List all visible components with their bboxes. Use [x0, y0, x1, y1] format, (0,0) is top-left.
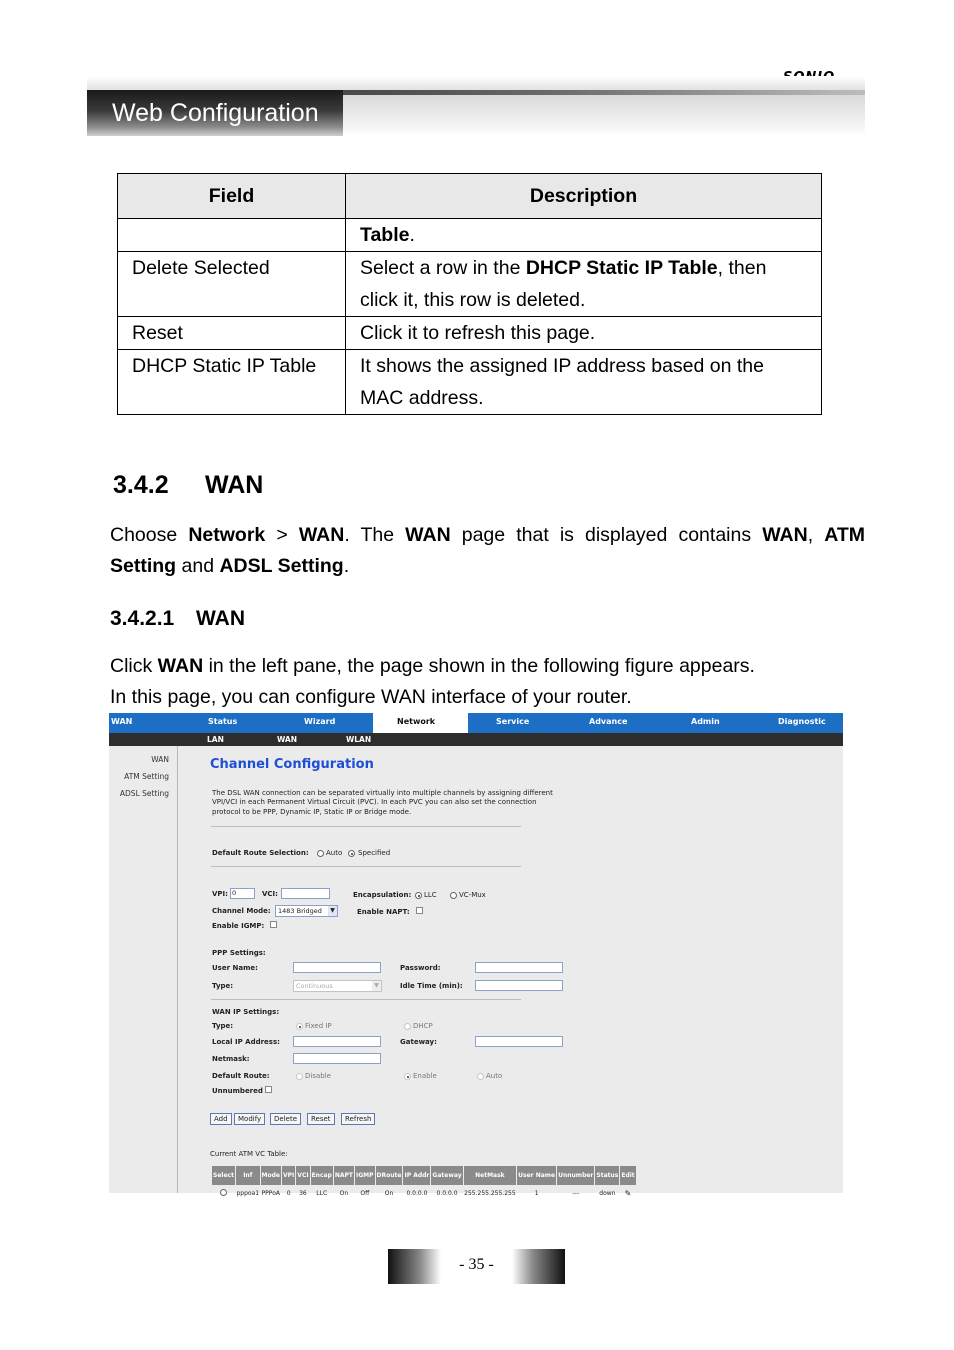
encap-llc-radio[interactable] — [415, 892, 422, 899]
table-row — [118, 350, 822, 415]
route-enable-label: Enable — [413, 1072, 437, 1080]
section-heading: 3.4.2 WAN — [113, 471, 264, 499]
default-route-specified-label: Specified — [358, 849, 391, 857]
add-button[interactable]: Add — [210, 1113, 232, 1125]
vc-column-header: IGMP — [355, 1166, 376, 1186]
ppp-type-select[interactable]: Continuous ▼ — [293, 980, 382, 992]
vc-column-header: Unnumber — [557, 1166, 595, 1186]
enable-igmp-checkbox[interactable] — [270, 921, 277, 928]
chevron-down-icon: ▼ — [328, 906, 337, 916]
wanip-settings-heading: WAN IP Settings: — [212, 1008, 280, 1016]
ppp-idle-time-label: Idle Time (min): — [400, 982, 463, 990]
vc-column-header: VCI — [296, 1166, 310, 1186]
subnav-lan[interactable]: LAN — [207, 735, 224, 744]
vc-cell: PPPoA — [261, 1190, 280, 1198]
unnumbered-checkbox[interactable] — [265, 1086, 272, 1093]
left-menu-wan[interactable]: WAN — [151, 755, 169, 764]
nav-tab-status[interactable]: Status — [208, 717, 238, 726]
vc-column-header: Mode — [260, 1166, 281, 1186]
section-header-title: Web Configuration — [112, 99, 319, 127]
chevron-down-icon: ▼ — [372, 981, 381, 991]
vc-table-header — [212, 1166, 637, 1186]
vci-label: VCI: — [262, 890, 278, 898]
router-content — [179, 746, 843, 1199]
description-cell: Table. — [346, 219, 822, 252]
route-auto-label: Auto — [486, 1072, 503, 1080]
vc-column-header: Encap — [310, 1166, 333, 1186]
netmask-input[interactable] — [293, 1053, 381, 1064]
enable-napt-checkbox[interactable] — [416, 907, 423, 914]
vc-cell: 1 — [534, 1190, 539, 1198]
left-menu-atm-setting[interactable]: ATM Setting — [124, 772, 169, 781]
subnav-wan[interactable]: WAN — [277, 735, 298, 744]
encap-vcmux-label: VC-Mux — [459, 891, 486, 899]
vpi-input[interactable]: 0 — [230, 888, 255, 899]
vc-column-header: NetMask — [463, 1166, 517, 1186]
table-row — [118, 252, 822, 317]
default-route-auto-label: Auto — [326, 849, 343, 857]
field-cell: DHCP Static IP Table — [118, 350, 346, 415]
route-auto-radio[interactable] — [477, 1073, 484, 1080]
vc-cell: down — [599, 1190, 616, 1198]
ppp-password-input[interactable] — [475, 962, 563, 973]
left-menu-adsl-setting[interactable]: ADSL Setting — [119, 789, 169, 798]
section-intro-line2: Setting and ADSL Setting. — [110, 555, 350, 577]
default-route-label: Default Route Selection: — [212, 849, 309, 857]
router-screenshot — [109, 713, 843, 1199]
vpi-label: VPI: — [212, 890, 228, 898]
description-cell: Select a row in the DHCP Static IP Table, then click it, this row is deleted. — [346, 252, 822, 317]
vc-select-radio[interactable] — [220, 1189, 227, 1196]
nav-tab-advance[interactable]: Advance — [589, 717, 628, 726]
router-left-menu — [109, 746, 178, 1193]
vc-select-cell — [212, 1186, 236, 1202]
vc-cell: 0.0.0.0 — [406, 1190, 428, 1198]
enable-igmp-label: Enable IGMP: — [212, 922, 265, 930]
default-route-specified-radio[interactable] — [348, 850, 355, 857]
channel-mode-label: Channel Mode: — [212, 907, 271, 915]
vc-cell: On — [384, 1190, 394, 1198]
vc-column-header: NAPT — [333, 1166, 354, 1186]
vc-cell: 0 — [286, 1190, 291, 1198]
ppp-username-label: User Name: — [212, 964, 258, 972]
nav-tab-admin[interactable]: Admin — [691, 717, 720, 726]
vci-input[interactable] — [281, 888, 330, 899]
ppp-idle-time-input[interactable] — [475, 980, 563, 991]
description-text: The DSL WAN connection can be separated virtually into multiple channels by assigning different — [212, 789, 553, 797]
wanip-fixed-radio[interactable] — [296, 1023, 303, 1030]
vc-column-header: Inf — [235, 1166, 260, 1186]
delete-button[interactable]: Delete — [270, 1113, 301, 1125]
default-route-auto-radio[interactable] — [317, 850, 324, 857]
encap-llc-label: LLC — [424, 891, 437, 899]
vc-column-header: Status — [595, 1166, 620, 1186]
wanip-fixed-label: Fixed IP — [305, 1022, 332, 1030]
route-disable-radio[interactable] — [296, 1073, 303, 1080]
vc-edit-cell — [620, 1186, 636, 1202]
ppp-type-label: Type: — [212, 982, 234, 990]
encapsulation-label: Encapsulation: — [353, 891, 412, 899]
nav-tab-diagnostic[interactable]: Diagnostic — [778, 717, 826, 726]
vc-table-caption: Current ATM VC Table: — [210, 1150, 288, 1158]
wanip-default-route-label: Default Route: — [212, 1072, 270, 1080]
nav-tab-network[interactable]: Network — [397, 717, 436, 726]
gateway-input[interactable] — [475, 1036, 563, 1047]
field-cell: Reset — [118, 317, 346, 350]
subsection-heading: 3.4.2.1 WAN — [110, 607, 245, 630]
vc-column-header: User Name — [517, 1166, 557, 1186]
vc-cell: Off — [360, 1190, 370, 1198]
subsection-line1: Click WAN in the left pane, the page shown in the following figure appears. — [110, 655, 755, 677]
vc-column-header: DRoute — [375, 1166, 403, 1186]
vc-cell: pppoa1 — [236, 1190, 260, 1198]
vc-column-header: VPI — [282, 1166, 296, 1186]
table-header-row — [118, 174, 822, 219]
modify-button[interactable]: Modify — [234, 1113, 265, 1125]
route-enable-radio[interactable] — [404, 1073, 411, 1080]
vc-cell: 255.255.255.255 — [464, 1190, 516, 1198]
field-cell — [118, 219, 346, 252]
column-header: Description — [346, 174, 822, 219]
section-header-tab — [87, 90, 343, 136]
column-header: Field — [118, 174, 346, 219]
encap-vcmux-radio[interactable] — [450, 892, 457, 899]
page-number: - 35 - — [459, 1256, 494, 1273]
wanip-dhcp-label: DHCP — [413, 1022, 433, 1030]
page-footer — [388, 1249, 565, 1284]
ppp-settings-heading: PPP Settings: — [212, 949, 266, 957]
vc-cell: 36 — [299, 1190, 307, 1198]
section-intro-line1: Choose Network > WAN. The WAN page that is displayed contains WAN, ATM — [110, 524, 865, 546]
subnav-wlan[interactable]: WLAN — [346, 735, 372, 744]
vc-cell: 0.0.0.0 — [436, 1190, 458, 1198]
nav-wan-label: WAN — [111, 717, 133, 726]
vc-column-header: Select — [212, 1166, 236, 1186]
ppp-username-input[interactable] — [293, 962, 381, 973]
vc-cell: On — [339, 1190, 349, 1198]
router-sub-nav — [109, 733, 843, 746]
vc-column-header: IP Addr — [403, 1166, 431, 1186]
local-ip-input[interactable] — [293, 1036, 381, 1047]
description-cell: It shows the assigned IP address based on the MAC address. — [346, 350, 822, 415]
netmask-label: Netmask: — [212, 1055, 250, 1063]
vc-cell: --- — [572, 1190, 579, 1198]
channel-mode-select[interactable]: 1483 Bridged ▼ — [275, 905, 338, 917]
description-text: protocol to be PPP, Dynamic IP, Static IP or Bridge mode. — [212, 808, 412, 816]
subsection-line2: In this page, you can configure WAN interface of your router. — [110, 686, 632, 708]
enable-napt-label: Enable NAPT: — [357, 908, 410, 916]
description-cell: Click it to refresh this page. — [346, 317, 822, 350]
field-cell: Delete Selected — [118, 252, 346, 317]
wanip-type-label: Type: — [212, 1022, 234, 1030]
route-disable-label: Disable — [305, 1072, 331, 1080]
nav-tab-service[interactable]: Service — [496, 717, 530, 726]
table-row — [212, 1186, 637, 1202]
channel-config-title: Channel Configuration — [210, 757, 374, 772]
table-row — [118, 219, 822, 252]
reset-button[interactable]: Reset — [307, 1113, 335, 1125]
unnumbered-label: Unnumbered — [212, 1087, 263, 1095]
ppp-password-label: Password: — [400, 964, 441, 972]
edit-icon[interactable]: ✎ — [624, 1189, 632, 1199]
field-description-table — [117, 173, 822, 415]
refresh-button[interactable]: Refresh — [341, 1113, 375, 1125]
table-row — [118, 317, 822, 350]
vc-column-header: Gateway — [431, 1166, 463, 1186]
router-top-nav — [109, 713, 843, 733]
description-text: VPI/VCI in each Permanent Virtual Circuit (PVC). In each PVC you can also set the connection — [212, 798, 537, 806]
vc-column-header: Edit — [620, 1166, 636, 1186]
local-ip-label: Local IP Address: — [212, 1038, 280, 1046]
nav-tab-wizard[interactable]: Wizard — [304, 717, 336, 726]
vc-cell: LLC — [316, 1190, 328, 1198]
gateway-label: Gateway: — [400, 1038, 437, 1046]
atm-vc-table — [211, 1165, 637, 1202]
wanip-dhcp-radio[interactable] — [404, 1023, 411, 1030]
